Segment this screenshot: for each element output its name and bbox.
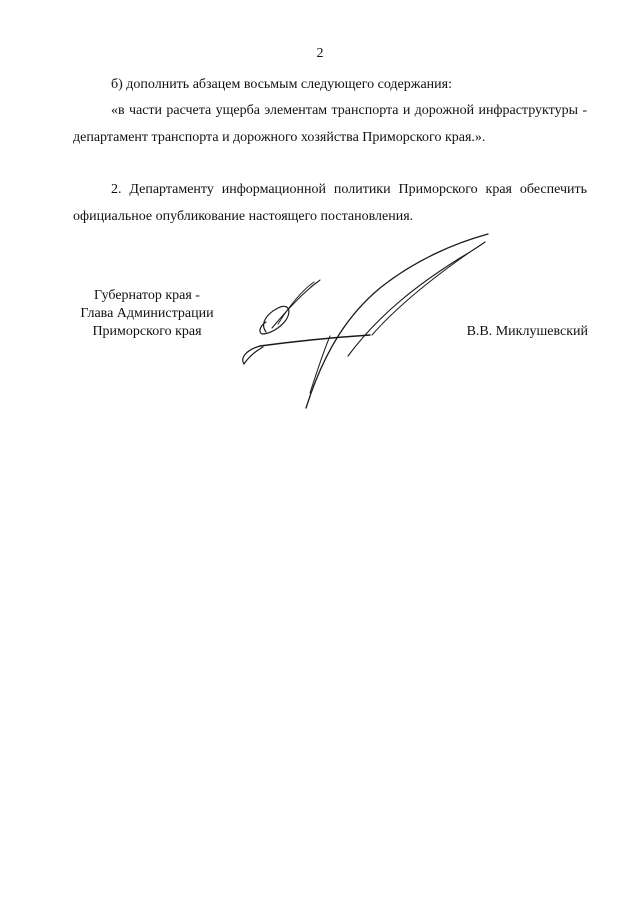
signatory-title-line: Глава Администрации [80,306,214,321]
paragraph-text: «в части расчета ущерба элементам транспорта и дорожной инфраструктуры - департамент транспорта и дорожного хозяйства Приморского края.». [73,103,587,145]
paragraph-text: 2. Департаменту информационной политики Приморского края обеспечить официальное опубликование настоящего постановления. [73,182,587,224]
handwritten-signature [230,228,500,413]
page-number: 2 [316,46,324,61]
signatory-title-line: Приморского края [92,324,202,339]
paragraph-text: б) дополнить абзацем восьмым следующего содержания: [111,77,452,92]
signatory-name: В.В. Миклушевский [466,324,588,339]
signatory-title-line: Губернатор края - [94,288,200,303]
signatory-title [62,287,232,341]
